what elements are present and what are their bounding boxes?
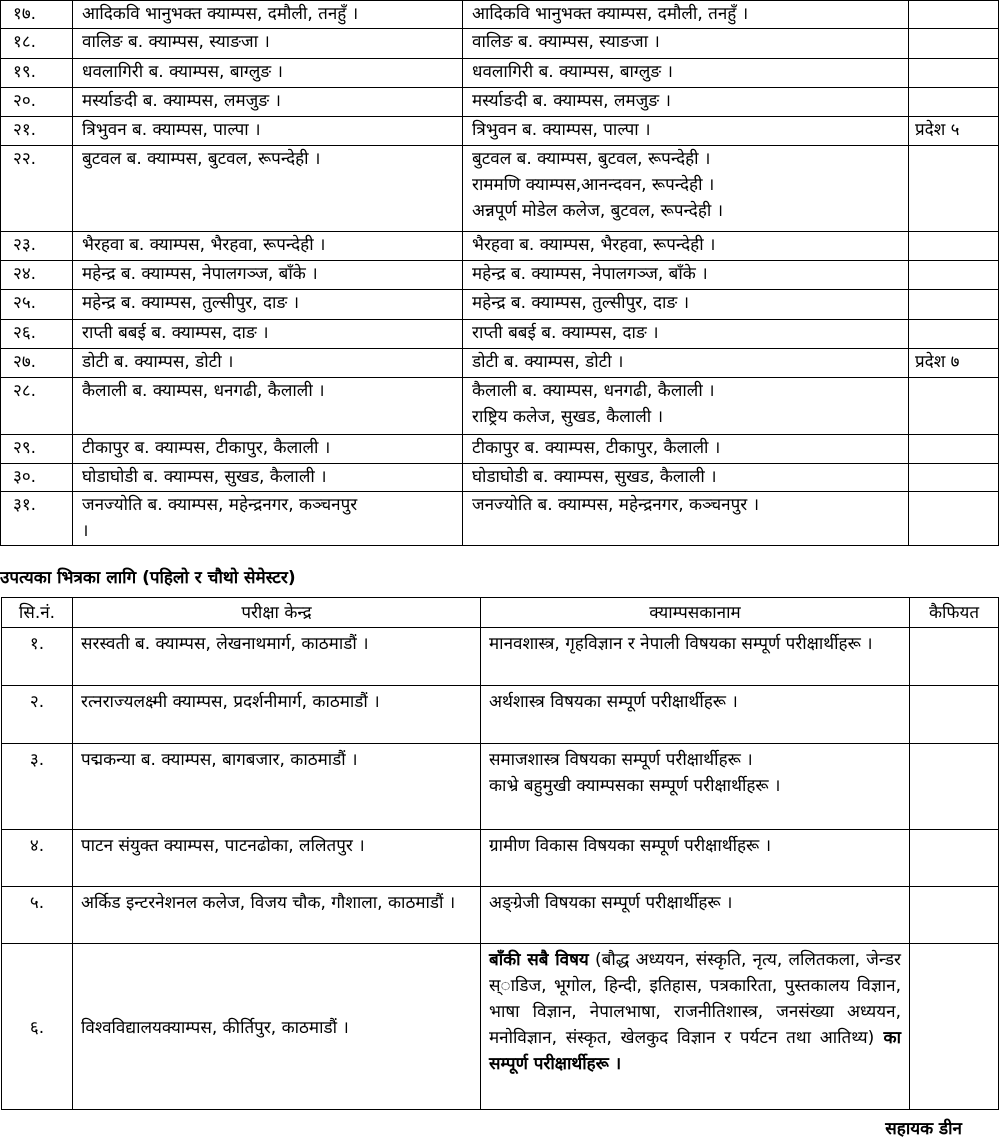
section-title: उपत्यका भित्रका लागि (पहिलो र चौथो सेमेस्टर): [0, 568, 296, 588]
exam-center-cell: [73, 88, 463, 117]
campus-line: महेन्द्र ब. क्याम्पस, तुल्सीपुर, दाङ ।: [472, 293, 690, 313]
campus-cell: [463, 435, 909, 464]
campus-line: आदिकवि भानुभक्त क्याम्पस, दमौली, तनहुँ ।: [472, 4, 749, 24]
campus-assignment-cell: [481, 830, 910, 887]
table-row: [1, 29, 999, 59]
remark-cell: [909, 492, 999, 546]
campus-cell: [463, 29, 909, 59]
serial-number: २४.: [1, 261, 73, 290]
campus-cell: [463, 290, 909, 320]
exam-center-cell: [73, 29, 463, 59]
table-row: [2, 887, 999, 944]
table-row: [1, 59, 999, 88]
campus-assignment-line: अङ्ग्रेजी विषयका सम्पूर्ण परीक्षार्थीहरू ।: [489, 893, 733, 913]
serial-number: १७.: [1, 1, 73, 29]
campus-line: त्रिभुवन ब. क्याम्पस, पाल्पा ।: [472, 120, 651, 140]
serial-number: २१.: [1, 117, 73, 146]
remark-cell: [909, 261, 999, 290]
serial-number: २२.: [1, 146, 73, 232]
serial-number: २०.: [1, 88, 73, 117]
exam-center-line: वालिङ ब. क्याम्पस, स्याङजा ।: [82, 32, 270, 52]
serial-number: ३०.: [1, 464, 73, 492]
serial-number: १९.: [1, 59, 73, 88]
exam-center-line: त्रिभुवन ब. क्याम्पस, पाल्पा ।: [82, 120, 261, 140]
table-row: [2, 944, 999, 1110]
campus-line: महेन्द्र ब. क्याम्पस, नेपालगञ्ज, बाँके ।: [472, 264, 708, 284]
table-row: [1, 349, 999, 378]
serial-number: १८.: [1, 29, 73, 59]
exam-center-cell: पाटन संयुक्त क्याम्पस, पाटनढोका, ललितपुर ।: [73, 830, 481, 887]
exam-center-cell: विश्वविद्यालयक्याम्पस, कीर्तिपुर, काठमाडौं ।: [73, 944, 481, 1110]
exam-center-cell: [73, 59, 463, 88]
campus-assignment-line: समाजशास्त्र विषयका सम्पूर्ण परीक्षार्थीहरू ।: [489, 750, 753, 770]
table-row: [1, 378, 999, 435]
exam-center-line: डोटी ब. क्याम्पस, डोटी ।: [82, 352, 234, 372]
campus-cell: [463, 146, 909, 232]
campus-cell: [463, 378, 909, 435]
table-row: [1, 464, 999, 492]
table-row: [1, 88, 999, 117]
exam-center-cell: [73, 117, 463, 146]
remark-cell: [909, 29, 999, 59]
campus-line: डोटी ब. क्याम्पस, डोटी ।: [472, 352, 624, 372]
campus-line: धवलागिरी ब. क्याम्पस, बाग्लुङ ।: [472, 62, 673, 82]
campus-line: वालिङ ब. क्याम्पस, स्याङजा ।: [472, 32, 660, 52]
header-exam-center: परीक्षा केन्द्र: [73, 598, 481, 628]
remark-cell: [910, 944, 999, 1110]
exam-center-cell: रत्नराज्यलक्ष्मी क्याम्पस, प्रदर्शनीमार्ग, काठमाडौं ।: [73, 686, 481, 744]
exam-center-cell: सरस्वती ब. क्याम्पस, लेखनाथमार्ग, काठमाडौं ।: [73, 628, 481, 686]
remark-cell: [909, 464, 999, 492]
exam-center-cell: [73, 1, 463, 29]
exam-center-line: मर्स्याङदी ब. क्याम्पस, लमजुङ ।: [82, 91, 281, 111]
campus-line: जनज्योति ब. क्याम्पस, महेन्द्रनगर, कञ्चनपुर ।: [472, 495, 760, 515]
campus-line: कैलाली ब. क्याम्पस, धनगढी, कैलाली ।: [472, 381, 715, 401]
remark-cell: [909, 232, 999, 261]
table-row: [2, 744, 999, 830]
exam-center-line: राप्ती बबई ब. क्याम्पस, दाङ ।: [82, 323, 269, 343]
campus-assignment-cell: [481, 686, 910, 744]
table-row: [1, 492, 999, 546]
exam-center-line: धवलागिरी ब. क्याम्पस, बाग्लुङ ।: [82, 62, 283, 82]
exam-center-cell: पद्मकन्या ब. क्याम्पस, बागबजार, काठमाडौं ।: [73, 744, 481, 830]
exam-center-cell: [73, 290, 463, 320]
exam-center-line: टीकापुर ब. क्याम्पस, टीकापुर, कैलाली ।: [82, 438, 331, 458]
remark-cell: प्रदेश ५: [909, 117, 999, 146]
table-row: [1, 1, 999, 29]
remark-cell: प्रदेश ७: [909, 349, 999, 378]
remark-cell: [910, 744, 999, 830]
campus-cell: [463, 349, 909, 378]
campus-assignment-line: ग्रामीण विकास विषयका सम्पूर्ण परीक्षार्थीहरू ।: [489, 836, 772, 856]
exam-center-line: कैलाली ब. क्याम्पस, धनगढी, कैलाली ।: [82, 381, 325, 401]
exam-center-line: महेन्द्र ब. क्याम्पस, नेपालगञ्ज, बाँके ।: [82, 264, 318, 284]
campus-cell: [463, 232, 909, 261]
campus-assignment-line: काभ्रे बहुमुखी क्याम्पसका सम्पूर्ण परीक्षार्थीहरू ।: [489, 776, 781, 796]
exam-center-cell: [73, 146, 463, 232]
remaining-subjects-suffix: का सम्पूर्ण परीक्षार्थीहरू ।: [489, 1028, 901, 1074]
campus-line: मर्स्याङदी ब. क्याम्पस, लमजुङ ।: [472, 91, 671, 111]
table-row: [1, 320, 999, 349]
table-row: [1, 261, 999, 290]
exam-center-line: भैरहवा ब. क्याम्पस, भैरहवा, रूपन्देही ।: [82, 235, 326, 255]
serial-number: ४.: [2, 830, 73, 887]
campus-assignment-cell: [481, 944, 910, 1110]
exam-center-cell: [73, 464, 463, 492]
table-row: [2, 830, 999, 887]
campus-line: अन्नपूर्ण मोडेल कलेज, बुटवल, रूपन्देही ।: [472, 201, 724, 221]
table-row: [1, 290, 999, 320]
campus-cell: [463, 320, 909, 349]
campus-line: बुटवल ब. क्याम्पस, बुटवल, रूपन्देही ।: [472, 149, 711, 169]
exam-center-cell: [73, 232, 463, 261]
exam-center-cell: अर्किड इन्टरनेशनल कलेज, विजय चौक, गौशाला, काठमाडौं ।: [73, 887, 481, 944]
remark-cell: [909, 59, 999, 88]
serial-number: २३.: [1, 232, 73, 261]
exam-center-cell: [73, 435, 463, 464]
campus-cell: [463, 59, 909, 88]
campus-line: टीकापुर ब. क्याम्पस, टीकापुर, कैलाली ।: [472, 438, 721, 458]
exam-center-cell: [73, 261, 463, 290]
table-row: [2, 686, 999, 744]
table-row: [1, 146, 999, 232]
header-serial-number: सि.नं.: [2, 598, 73, 628]
serial-number: २५.: [1, 290, 73, 320]
table-row: [1, 232, 999, 261]
exam-center-cell: [73, 492, 463, 546]
campus-cell: [463, 492, 909, 546]
header-remark: कैफियत: [910, 598, 999, 628]
exam-center-line: जनज्योति ब. क्याम्पस, महेन्द्रनगर, कञ्चनपुर: [82, 495, 358, 515]
serial-number: २६.: [1, 320, 73, 349]
exam-center-cell: [73, 378, 463, 435]
exam-center-line: घोडाघोडी ब. क्याम्पस, सुखड, कैलाली ।: [82, 467, 327, 487]
remark-cell: [909, 290, 999, 320]
serial-number: ६.: [2, 944, 73, 1110]
serial-number: २९.: [1, 435, 73, 464]
serial-number: २.: [2, 686, 73, 744]
exam-center-table-valley: [1, 597, 999, 1110]
header-campus-name: क्याम्पसकानाम: [481, 598, 910, 628]
serial-number: १.: [2, 628, 73, 686]
campus-cell: [463, 88, 909, 117]
serial-number: २८.: [1, 378, 73, 435]
exam-center-line: बुटवल ब. क्याम्पस, बुटवल, रूपन्देही ।: [82, 149, 321, 169]
exam-center-line: आदिकवि भानुभक्त क्याम्पस, दमौली, तनहुँ ।: [82, 4, 359, 24]
campus-assignment-cell: [481, 744, 910, 830]
serial-number: ३१.: [1, 492, 73, 546]
exam-center-table-provinces: [0, 0, 999, 546]
signature-assistant-dean: सहायक डीन: [885, 1119, 962, 1139]
campus-assignment-line: मानवशास्त्र, गृहविज्ञान र नेपाली विषयका सम्पूर्ण परीक्षार्थीहरू ।: [489, 634, 873, 654]
exam-center-line: ।: [82, 521, 89, 541]
exam-center-cell: [73, 320, 463, 349]
campus-assignment-cell: [481, 887, 910, 944]
exam-center-cell: [73, 349, 463, 378]
remark-cell: [909, 1, 999, 29]
remark-cell: [909, 378, 999, 435]
serial-number: ५.: [2, 887, 73, 944]
remaining-subjects-heading: बाँकी सबै विषय: [489, 950, 589, 970]
campus-assignment-cell: [481, 628, 910, 686]
table-row: [1, 117, 999, 146]
table-row: [1, 435, 999, 464]
table-row: [2, 628, 999, 686]
campus-cell: [463, 117, 909, 146]
remark-cell: [909, 320, 999, 349]
campus-line: राप्ती बबई ब. क्याम्पस, दाङ ।: [472, 323, 659, 343]
campus-cell: [463, 1, 909, 29]
campus-assignment-line: अर्थशास्त्र विषयका सम्पूर्ण परीक्षार्थीहरू ।: [489, 692, 738, 712]
remark-cell: [910, 887, 999, 944]
remark-cell: [909, 435, 999, 464]
remark-cell: [910, 830, 999, 887]
remark-cell: [909, 146, 999, 232]
remaining-subjects-list: (बौद्ध अध्ययन, संस्कृति, नृत्य, ललितकला, जेन्डर स्ाडिज, भूगोल, हिन्दी, इतिहास, पत्रकारिता, पुस्तकालय विज्ञान, भाषा विज्ञान, नेपालभाषा, राजनीतिशास्त्र, जनसंख्या अध्ययन, मनोविज्ञान, संस्कृत, खेलकुद विज्ञान र पर्यटन तथा आतिथ्य): [489, 950, 901, 1048]
serial-number: २७.: [1, 349, 73, 378]
remark-cell: [910, 686, 999, 744]
serial-number: ३.: [2, 744, 73, 830]
remark-cell: [910, 628, 999, 686]
campus-cell: [463, 464, 909, 492]
campus-line: राष्ट्रिय कलेज, सुखड, कैलाली ।: [472, 407, 664, 427]
campus-cell: [463, 261, 909, 290]
campus-line: घोडाघोडी ब. क्याम्पस, सुखड, कैलाली ।: [472, 467, 717, 487]
remark-cell: [909, 88, 999, 117]
exam-center-line: महेन्द्र ब. क्याम्पस, तुल्सीपुर, दाङ ।: [82, 293, 300, 313]
campus-line: राममणि क्याम्पस,आनन्दवन, रूपन्देही ।: [472, 175, 715, 195]
campus-line: भैरहवा ब. क्याम्पस, भैरहवा, रूपन्देही ।: [472, 235, 716, 255]
